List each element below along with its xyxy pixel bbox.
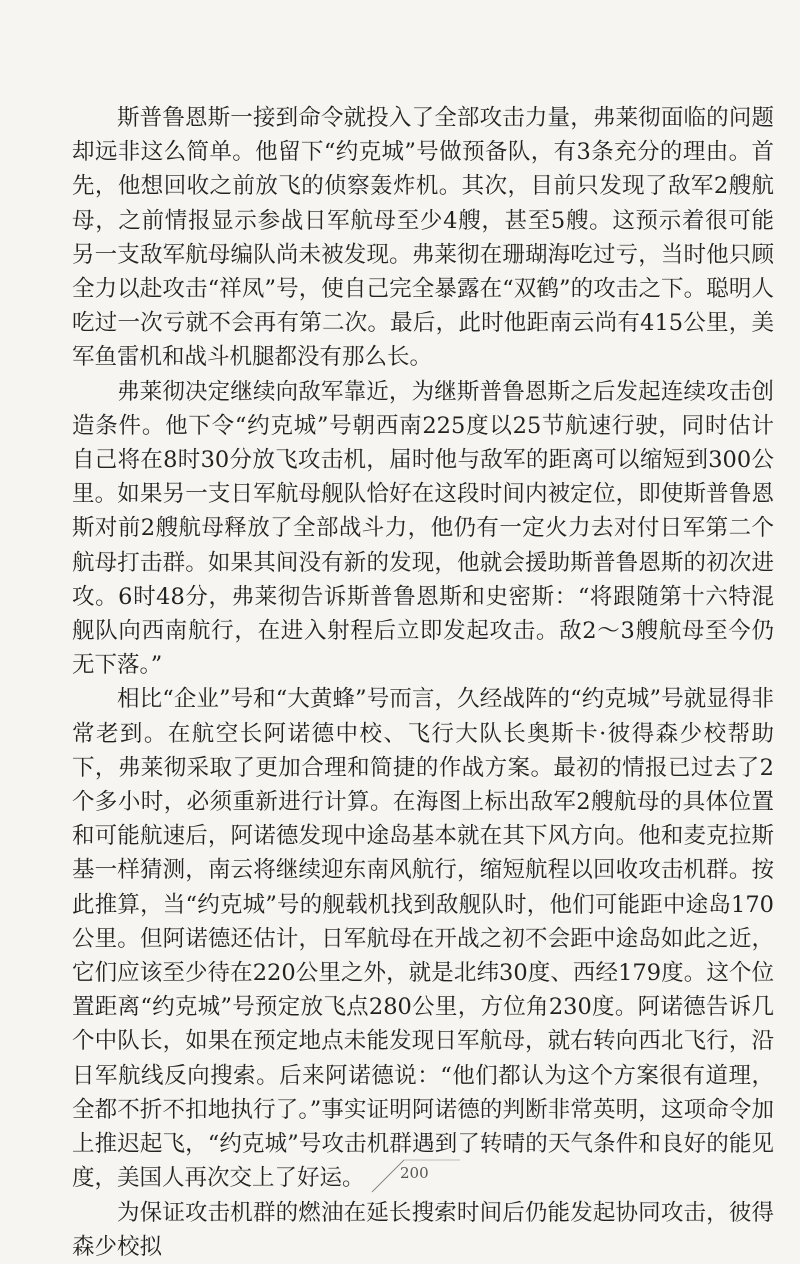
paragraph-3: 相比“企业”号和“大黄蜂”号而言，久经战阵的“约克城”号就显得非常老到。在航空长阿诺德中校、飞行大队长奥斯卡·彼得森少校帮助下，弗莱彻采取了更加合理和简捷的作战方案。最初的情报已过去了2个多小时，必须重新进行计算。在海图上标出敌军2艘航母的具体位置和可能航速后，阿诺德发现中途岛基本就在其下风方向。他和麦克拉斯基一样猜测，南云将继续迎东南风航行，缩短航程以回收攻击机群。按此推算，当“约克城”号的舰载机找到敌舰队时，他们可能距中途岛170公里。但阿诺德还估计，日军航母在开战之初不会距中途岛如此之近，它们应该至少待在220公里之外，就是北纬30度、西经179度。这个位置距离“约克城”号预定放飞点280公里，方位角230度。阿诺德告诉几个中队长，如果在预定地点未能发现日军航母，就右转向西北飞行，沿日军航线反向搜索。后来阿诺德说：“他们都认为这个方案很有道理，全都不折不扣地执行了。”事实证明阿诺德的判断非常英明，这项命令加上推迟起飞，“约克城”号攻击机群遇到了转晴的天气条件和良好的能见度，美国人再次交上了好运。 bbox=[72, 686, 774, 1192]
page-footer bbox=[360, 1154, 470, 1194]
page-number: 200 bbox=[400, 1164, 429, 1182]
paragraph-2: 弗莱彻决定继续向敌军靠近，为继斯普鲁恩斯之后发起连续攻击创造条件。他下令“约克城”号朝西南225度以25节航速行驶，同时估计自己将在8时30分放飞攻击机，届时他与敌军的距离可以缩短到300公里。如果另一支日军航母舰队恰好在这段时间内被定位，即使斯普鲁恩斯对前2艘航母释放了全部战斗力，他仍有一定火力去对付日军第二个航母打击群。如果其间没有新的发现，他就会援助斯普鲁恩斯的初次进攻。6时48分，弗莱彻告诉斯普鲁恩斯和史密斯：“将跟随第十六特混舰队向西南航行，在进入射程后立即发起攻击。敌2～3艘航母至今仍无下落。” bbox=[72, 378, 774, 679]
body-text bbox=[72, 101, 774, 1264]
paragraph-4: 为保证攻击机群的燃油在延长搜索时间后仍能发起协同攻击，彼得森少校拟 bbox=[72, 1199, 774, 1260]
paragraph-1: 斯普鲁恩斯一接到命令就投入了全部攻击力量，弗莱彻面临的问题却远非这么简单。他留下“约克城”号做预备队，有3条充分的理由。首先，他想回收之前放飞的侦察轰炸机。其次，目前只发现了敌军2艘航母，之前情报显示参战日军航母至少4艘，甚至5艘。这预示着很可能另一支敌军航母编队尚未被发现。弗莱彻在珊瑚海吃过亏，当时他只顾全力以赴攻击“祥凤”号，使自己完全暴露在“双鹤”的攻击之下。聪明人吃过一次亏就不会再有第二次。最后，此时他距南云尚有415公里，美军鱼雷机和战斗机腿都没有那么长。 bbox=[72, 105, 774, 371]
